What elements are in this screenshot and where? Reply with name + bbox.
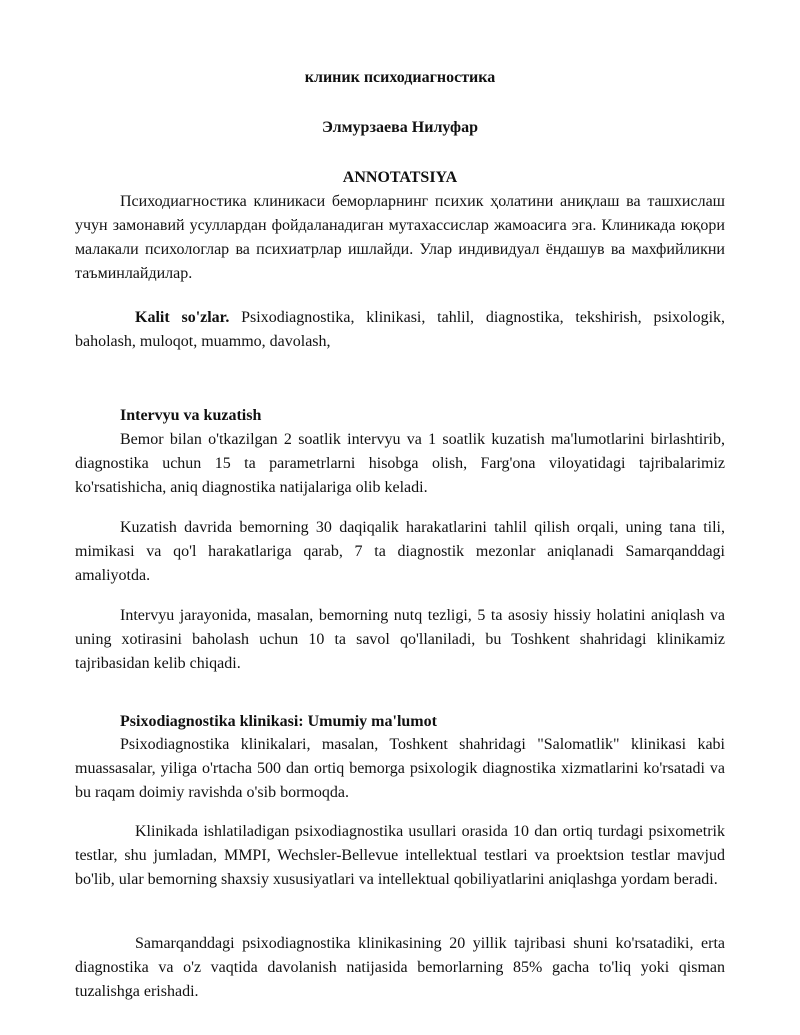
section-heading-interview: Intervyu va kuzatish [120, 407, 262, 424]
section2-paragraph-2: Klinikada ishlatiladigan psixodiagnostika usullari orasida 10 dan ortiq turdagi psixometrik testlar, shu jumladan, MMPI, Wechsler-Bellevue intellektual testlari va proektsion testlar mavjud bo'lib, ular bemorning shaxsiy xususiyatlari va intellektual qobiliyatlarini aniqlashga yordam beradi. [75, 823, 725, 888]
keywords-paragraph [75, 306, 725, 354]
keywords-list: Psixodiagnostika, klinikasi, tahlil, diagnostika, tekshirish, psixologik, baholash, muloqot, muammo, davolash, [75, 309, 726, 350]
annotation-heading: ANNOTATSIYA [342, 169, 458, 186]
annotation-paragraph: Психодиагностика клиникаси беморларнинг психик ҳолатини аниқлаш ва ташхислаш учун замонавий усуллардан фойдаланадиган мутахассислар жамоасига эга. Клиникада юқори малакали психологлар ва психиатрлар ишлайди. Улар индивидуал ёндашув ва махфийликни таъминлайдилар. [75, 193, 725, 282]
section1-paragraph-1: Bemor bilan o'tkazilgan 2 soatlik intervyu va 1 soatlik kuzatish ma'lumotlarini birlashtirib, diagnostika uchun 15 ta parametrlarni hisobga olish, Farg'ona viloyatidagi tajribalarimiz ko'rsatishicha, aniq diagnostika natijalariga olib keladi. [75, 431, 725, 496]
author-name: Элмурзаева Нилуфар [322, 119, 478, 136]
section2-paragraph-1: Psixodiagnostika klinikalari, masalan, Toshkent shahridagi "Salomatlik" klinikasi kabi muassasalar, yiliga o'rtacha 500 dan ortiq bemorga psixologik diagnostika xizmatlarini ko'rsatadi va bu raqam doimiy ravishda o'sib bormoqda. [75, 736, 725, 801]
section1-paragraph-2: Kuzatish davrida bemorning 30 daqiqalik harakatlarini tahlil qilish orqali, uning tana tili, mimikasi va qo'l harakatlariga qarab, 7 ta diagnostik mezonlar aniqlanadi Samarqanddagi amaliyotda. [75, 519, 725, 584]
section1-paragraph-3: Intervyu jarayonida, masalan, bemorning nutq tezligi, 5 ta asosiy hissiy holatini aniqlash va uning xotirasini baholash uchun 10 ta savol qo'llaniladi, bu Toshkent shahridagi klinikamiz tajribasidan kelib chiqadi. [75, 607, 725, 672]
keywords-label: Kalit so'zlar. [135, 309, 230, 326]
document-title: клиник психодиагностика [304, 69, 496, 86]
section2-paragraph-3: Samarqanddagi psixodiagnostika klinikasining 20 yillik tajribasi shuni ko'rsatadiki, erta diagnostika va o'z vaqtida davolanish natijasida bemorlarning 85% gacha to'liq yoki qisman tuzalishga erishadi. [75, 935, 725, 1000]
section-heading-general-info: Psixodiagnostika klinikasi: Umumiy ma'lumot [120, 713, 437, 730]
